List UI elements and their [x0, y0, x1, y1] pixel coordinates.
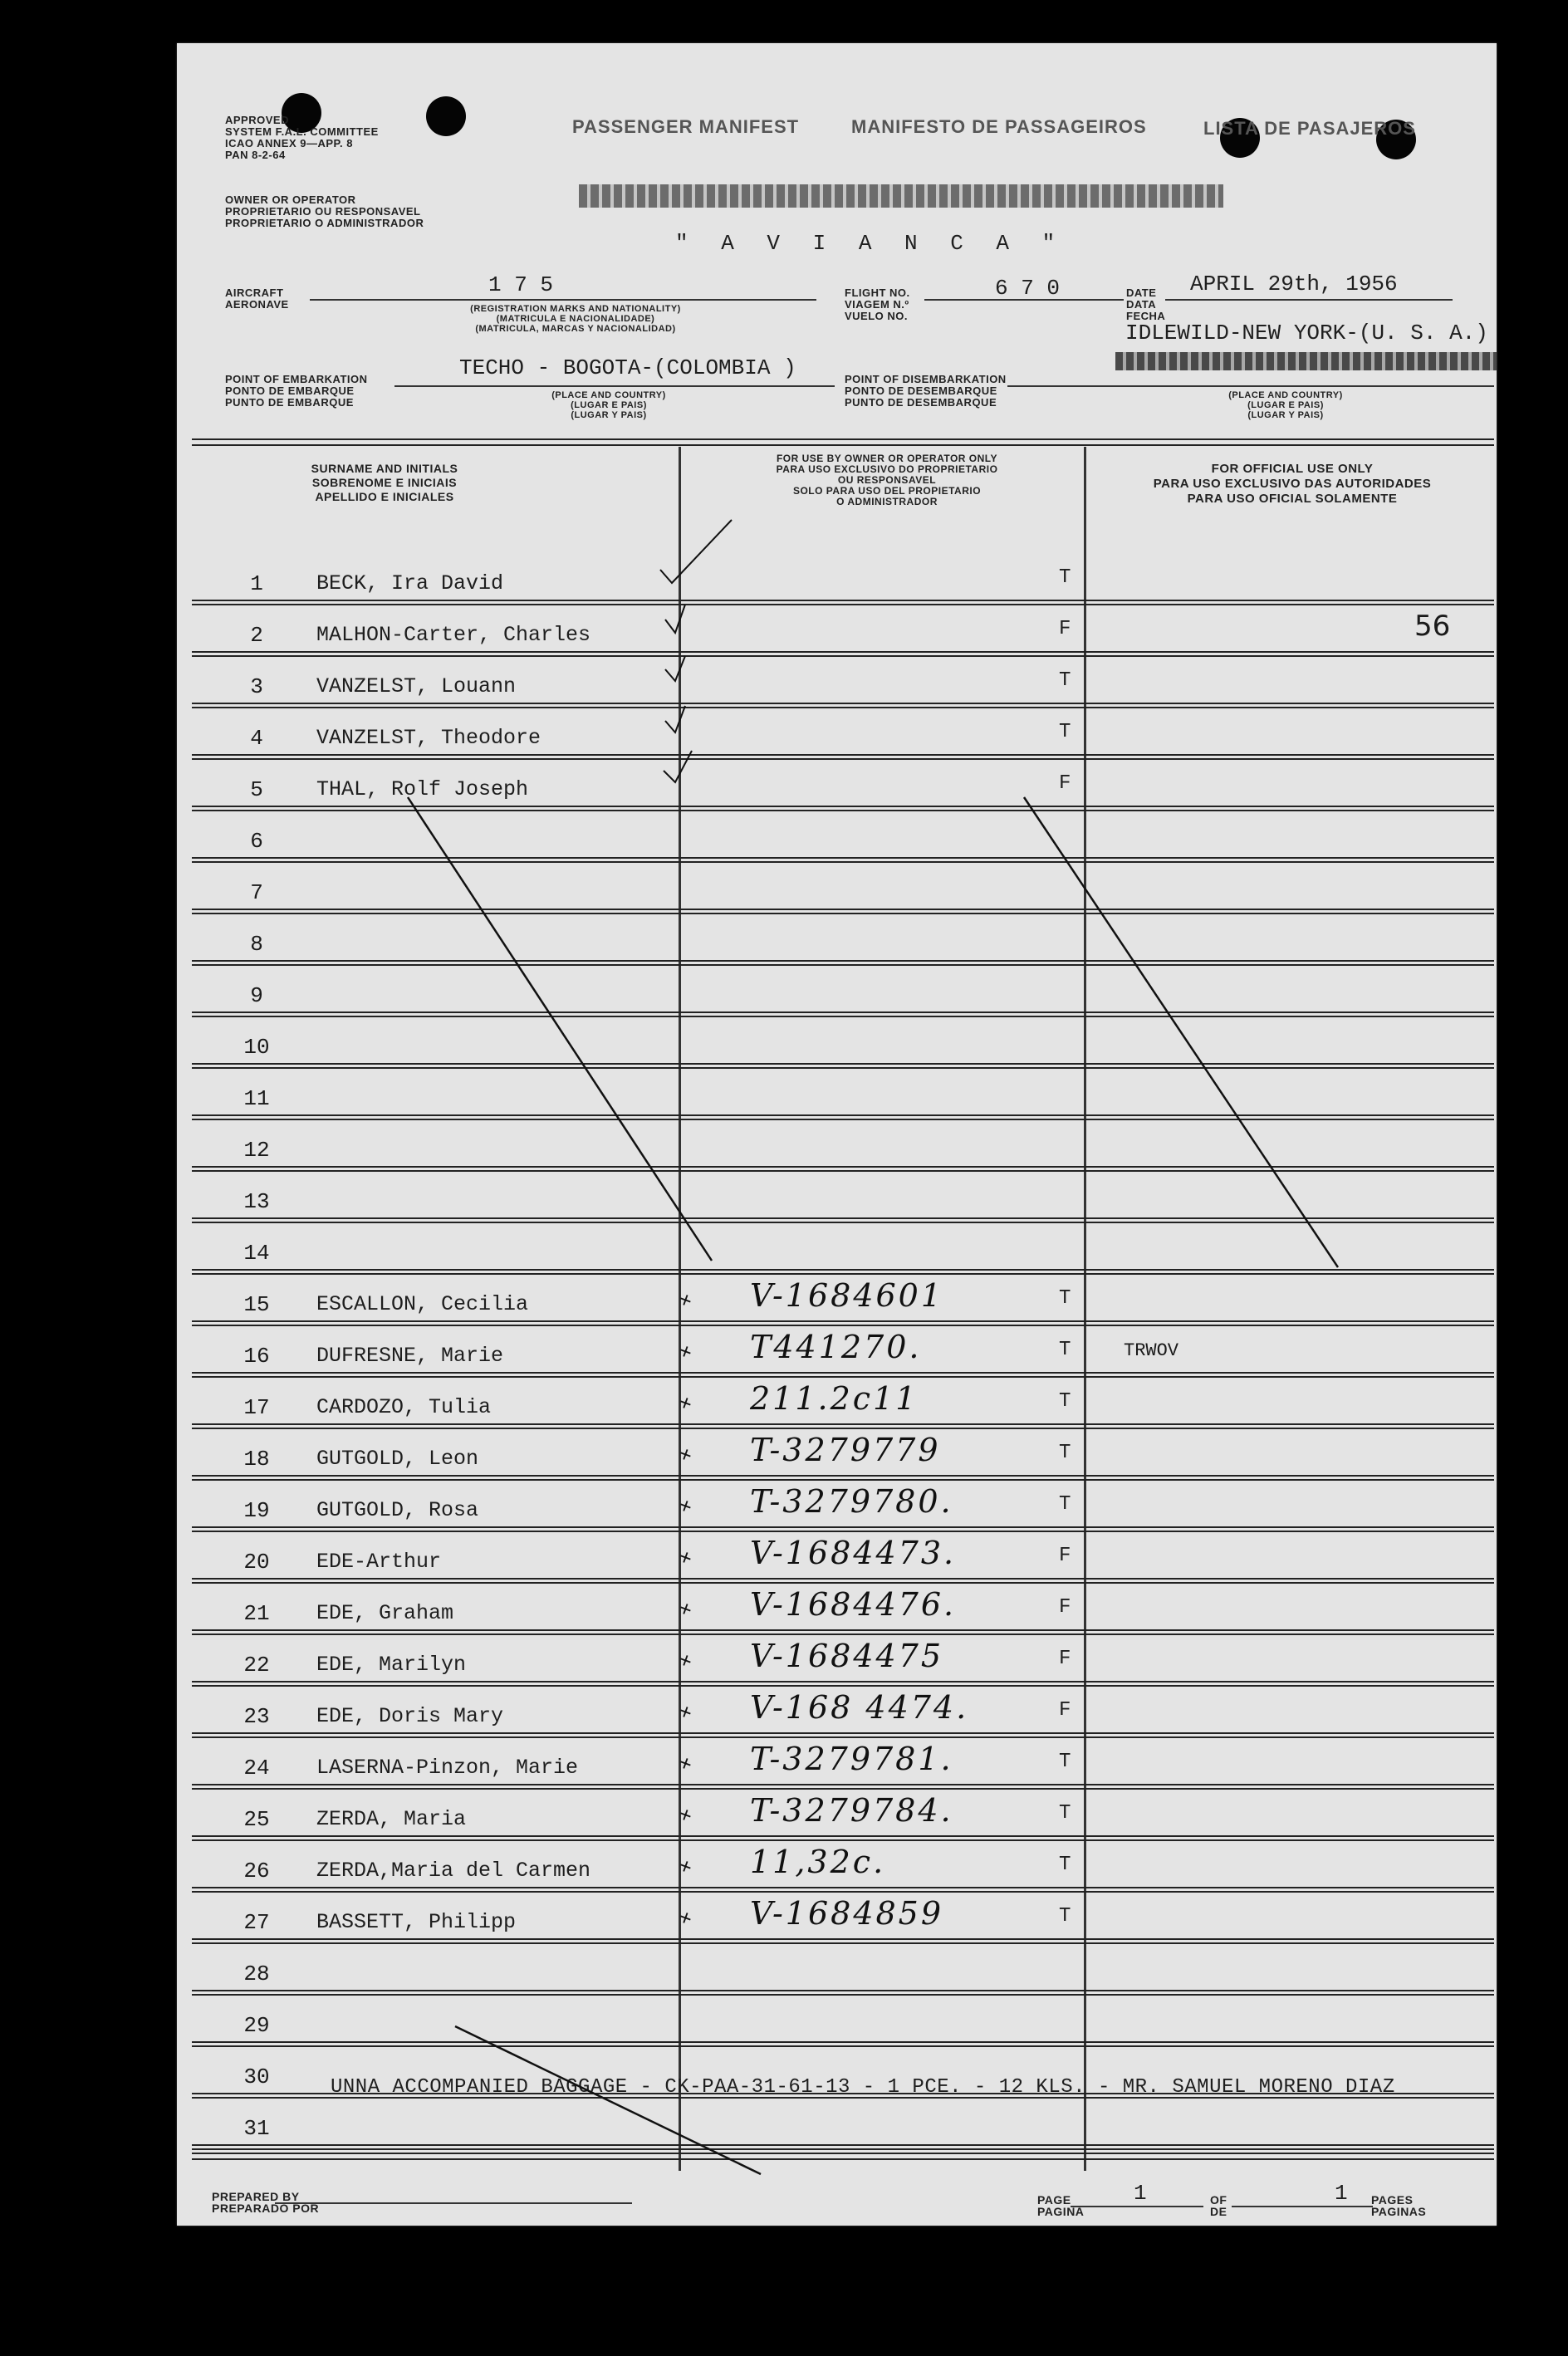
ticket-number: V-168 4474. — [750, 1689, 969, 1726]
dash-mark: + — [674, 1493, 696, 1521]
checkmark — [660, 520, 732, 583]
row-number: 5 — [250, 777, 263, 802]
passenger-name: EDE, Doris Mary — [316, 1704, 504, 1728]
embark-label-line: POINT OF EMBARKATION — [225, 373, 368, 385]
fare-class-code: F — [1059, 1545, 1071, 1567]
dash-mark: + — [674, 1442, 696, 1470]
date-label-line: DATE — [1126, 287, 1157, 299]
flight-label-line: VIAGEM N.º — [845, 298, 909, 311]
place-note-line: (PLACE AND COUNTRY) — [1228, 390, 1343, 400]
dash-mark: + — [674, 1751, 696, 1779]
page-value: 1 — [1134, 2181, 1147, 2206]
row-number: 18 — [243, 1447, 270, 1472]
official-note: 56 — [1414, 610, 1451, 643]
ticket-number: V-1684473. — [750, 1535, 957, 1571]
aircraft-value: 1 7 5 — [488, 272, 554, 297]
passenger-name: ESCALLON, Cecilia — [316, 1292, 529, 1316]
row-number: 28 — [243, 1962, 270, 1986]
row-number: 12 — [243, 1138, 270, 1163]
row-number: 20 — [243, 1550, 270, 1575]
flight-label-line: VUELO NO. — [845, 310, 909, 322]
ticket-number: T-3279781. — [750, 1741, 953, 1777]
row-number: 9 — [250, 983, 263, 1008]
fare-class-code: F — [1059, 618, 1071, 640]
dash-mark: + — [674, 1699, 696, 1727]
title-english: PASSENGER MANIFEST — [572, 116, 800, 137]
ticket-number: V-1684859 — [750, 1895, 944, 1932]
aircraft-label-line: AIRCRAFT — [225, 287, 284, 299]
approval-line: PAN 8-2-64 — [225, 149, 286, 161]
baggage-line: UNNA ACCOMPANIED BAGGAGE - CK-PAA-31-61-13 - 1 PCE. - 12 KLS. - MR. SAMUEL MORENO DIAZ — [331, 2076, 1395, 2099]
date-value: APRIL 29th, 1956 — [1190, 272, 1398, 296]
date-label-line: FECHA — [1126, 310, 1166, 322]
row-number: 25 — [243, 1807, 270, 1832]
of-label-line: OF — [1210, 2193, 1227, 2207]
pages-label-line: PAGES — [1371, 2193, 1414, 2207]
fare-class-code: T — [1059, 1493, 1071, 1516]
row-number: 7 — [250, 880, 263, 905]
of-underline — [1232, 2206, 1373, 2207]
row-number: 13 — [243, 1189, 270, 1214]
prepared-label-line: PREPARED BY — [212, 2190, 300, 2203]
fare-class-code: T — [1059, 1339, 1071, 1361]
col-header-line: SOLO PARA USO DEL PROPIETARIO — [792, 485, 982, 497]
flight-label-line: FLIGHT NO. — [845, 287, 910, 299]
approval-line: ICAO ANNEX 9—APP. 8 — [225, 137, 353, 149]
disembark-label-line: PONTO DE DESEMBARQUE — [845, 385, 997, 397]
passenger-name: THAL, Rolf Joseph — [316, 777, 529, 801]
title-spanish: LISTA DE PASAJEROS — [1203, 118, 1416, 139]
row-number: 22 — [243, 1653, 270, 1678]
ticket-number: V-1684601 — [750, 1277, 944, 1314]
aircraft-label-line: AERONAVE — [225, 298, 289, 311]
dash-mark: + — [674, 1596, 696, 1624]
col-header-line: FOR OFFICIAL USE ONLY — [1211, 462, 1374, 476]
passenger-name: DUFRESNE, Marie — [316, 1344, 504, 1368]
checkmark — [665, 605, 685, 633]
dash-mark: + — [674, 1905, 696, 1933]
prepared-label-line: PREPARADO POR — [212, 2202, 320, 2215]
row-number: 24 — [243, 1756, 270, 1780]
place-note-line: (PLACE AND COUNTRY) — [551, 390, 666, 400]
dash-mark: + — [674, 1287, 696, 1315]
owner-label-line: OWNER OR OPERATOR — [225, 193, 356, 206]
passenger-name: GUTGOLD, Rosa — [316, 1498, 479, 1522]
embark-label-line: PONTO DE EMBARQUE — [225, 385, 355, 397]
page-label-line: PAGE — [1037, 2193, 1071, 2207]
row-number: 26 — [243, 1859, 270, 1883]
embark-label-line: PUNTO DE EMBARQUE — [225, 396, 354, 409]
fare-class-code: F — [1059, 1699, 1071, 1722]
ticket-number: T-3279780. — [750, 1483, 953, 1520]
page-underline — [1071, 2206, 1203, 2207]
fare-class-code: F — [1059, 1596, 1071, 1619]
row-number: 11 — [243, 1086, 270, 1111]
fare-class-code: T — [1059, 1751, 1071, 1773]
col-header-line: SURNAME AND INITIALS — [311, 462, 458, 475]
place-note-line: (LUGAR Y PAIS) — [571, 410, 647, 420]
fare-class-code: T — [1059, 1802, 1071, 1825]
fare-class-code: T — [1059, 1390, 1071, 1413]
manifest-sheet — [177, 43, 1497, 2226]
ticket-number: V-1684475 — [750, 1638, 944, 1674]
row-number: 6 — [250, 829, 263, 854]
col-header-line: OU RESPONSAVEL — [837, 474, 937, 486]
passenger-name: VANZELST, Theodore — [316, 726, 541, 750]
approval-line: APPROVED — [225, 114, 289, 126]
of-value: 1 — [1335, 2181, 1348, 2206]
ticket-number: 11,32c. — [750, 1844, 886, 1880]
title-portuguese: MANIFESTO DE PASSAGEIROS — [851, 116, 1147, 137]
dash-mark: + — [674, 1854, 696, 1882]
col-header-line: FOR USE BY OWNER OR OPERATOR ONLY — [776, 453, 998, 464]
of-label-line: DE — [1210, 2205, 1227, 2218]
passenger-name: GUTGOLD, Leon — [316, 1447, 479, 1471]
row-number: 15 — [243, 1292, 270, 1317]
fare-class-code: T — [1059, 1442, 1071, 1464]
fare-class-code: F — [1059, 772, 1071, 795]
fare-class-code: T — [1059, 1287, 1071, 1310]
row-number: 10 — [243, 1035, 270, 1060]
dash-mark: + — [674, 1545, 696, 1573]
passenger-name: EDE, Graham — [316, 1601, 454, 1625]
passenger-name: VANZELST, Louann — [316, 674, 517, 698]
col-header-line: APELLIDO E INICIALES — [315, 490, 454, 503]
flight-value: 6 7 0 — [995, 276, 1061, 301]
row-number: 3 — [250, 674, 263, 699]
row-number: 30 — [243, 2065, 270, 2089]
date-label-line: DATA — [1126, 298, 1157, 311]
disembark-value: IDLEWILD-NEW YORK-(U. S. A.) — [1125, 321, 1488, 345]
ticket-number: V-1684476. — [750, 1586, 957, 1623]
row-number: 2 — [250, 623, 263, 648]
owner-label-line: PROPRIETARIO OU RESPONSAVEL — [225, 205, 421, 218]
row-number: 19 — [243, 1498, 270, 1523]
fare-class-code: T — [1059, 1854, 1071, 1876]
passenger-name: EDE-Arthur — [316, 1550, 442, 1574]
page-label-line: PAGINA — [1037, 2205, 1085, 2218]
registration-note-line: (MATRICULA, MARCAS Y NACIONALIDAD) — [475, 324, 676, 334]
ticket-number: T-3279779 — [750, 1432, 941, 1468]
registration-note-line: (MATRICULA E NACIONALIDADE) — [496, 314, 655, 324]
pages-label-line: PAGINAS — [1371, 2205, 1427, 2218]
fare-class-code: T — [1059, 669, 1071, 692]
owner-label-line: PROPRIETARIO O ADMINISTRADOR — [225, 217, 424, 229]
registration-note-line: (REGISTRATION MARKS AND NATIONALITY) — [470, 304, 681, 314]
checkmark — [665, 706, 685, 732]
col-header-line: SOBRENOME E INICIAIS — [311, 476, 458, 489]
passenger-name: LASERNA-Pinzon, Marie — [316, 1756, 579, 1780]
passenger-name: EDE, Marilyn — [316, 1653, 467, 1677]
disembark-label-line: PUNTO DE DESEMBARQUE — [845, 396, 997, 409]
of-label — [1210, 2194, 1227, 2217]
passenger-name: ZERDA, Maria — [316, 1807, 467, 1831]
passenger-name: CARDOZO, Tulia — [316, 1395, 492, 1419]
col-header-line: PARA USO OFICIAL SOLAMENTE — [1187, 492, 1398, 506]
official-note: TRWOV — [1124, 1340, 1179, 1361]
place-note-line: (LUGAR E PAIS) — [1247, 400, 1324, 410]
checkmark — [665, 656, 685, 681]
col-header-line: O ADMINISTRADOR — [836, 496, 938, 507]
dash-mark: + — [674, 1390, 696, 1418]
approval-line: SYSTEM F.A.L. COMMITTEE — [225, 125, 379, 138]
passenger-name: MALHON-Carter, Charles — [316, 623, 591, 647]
passenger-name: ZERDA,Maria del Carmen — [316, 1859, 591, 1883]
ticket-number: T-3279784. — [750, 1792, 953, 1829]
row-number: 27 — [243, 1910, 270, 1935]
fare-class-code: F — [1059, 1648, 1071, 1670]
row-number: 1 — [250, 571, 263, 596]
row-number: 17 — [243, 1395, 270, 1420]
row-number: 4 — [250, 726, 263, 751]
col-header-line: PARA USO EXCLUSIVO DO PROPRIETARIO — [776, 463, 998, 475]
operator-name: " A V I A N C A " — [675, 231, 1066, 256]
pages-label — [1371, 2194, 1426, 2217]
place-note-line: (LUGAR E PAIS) — [571, 400, 647, 410]
checkmark — [664, 751, 692, 782]
ticket-number: 211.2c11 — [750, 1380, 919, 1417]
row-number: 16 — [243, 1344, 270, 1369]
dash-mark: + — [674, 1802, 696, 1830]
col-header-line: PARA USO EXCLUSIVO DAS AUTORIDADES — [1153, 477, 1432, 491]
row-number: 8 — [250, 932, 263, 957]
strike-lines — [177, 43, 1497, 2226]
place-note-line: (LUGAR Y PAIS) — [1247, 410, 1324, 420]
embark-value: TECHO - BOGOTA-(COLOMBIA ) — [459, 355, 796, 380]
ticket-number: T441270. — [750, 1329, 922, 1365]
fare-class-code: T — [1059, 721, 1071, 743]
disembark-label-line: POINT OF DISEMBARKATION — [845, 373, 1007, 385]
dash-mark: + — [674, 1339, 696, 1367]
row-number: 23 — [243, 1704, 270, 1729]
strike-line-bottom — [455, 2026, 761, 2174]
fare-class-code: T — [1059, 1905, 1071, 1927]
passenger-name: BECK, Ira David — [316, 571, 504, 595]
row-number: 29 — [243, 2013, 270, 2038]
row-number: 21 — [243, 1601, 270, 1626]
dash-mark: + — [674, 1648, 696, 1676]
strike-line-official — [1024, 797, 1338, 1267]
strike-line-names — [408, 797, 712, 1261]
row-number: 31 — [243, 2116, 270, 2141]
passenger-name: BASSETT, Philipp — [316, 1910, 517, 1934]
row-number: 14 — [243, 1241, 270, 1266]
prepared-underline — [275, 2202, 632, 2204]
fare-class-code: T — [1059, 566, 1071, 589]
